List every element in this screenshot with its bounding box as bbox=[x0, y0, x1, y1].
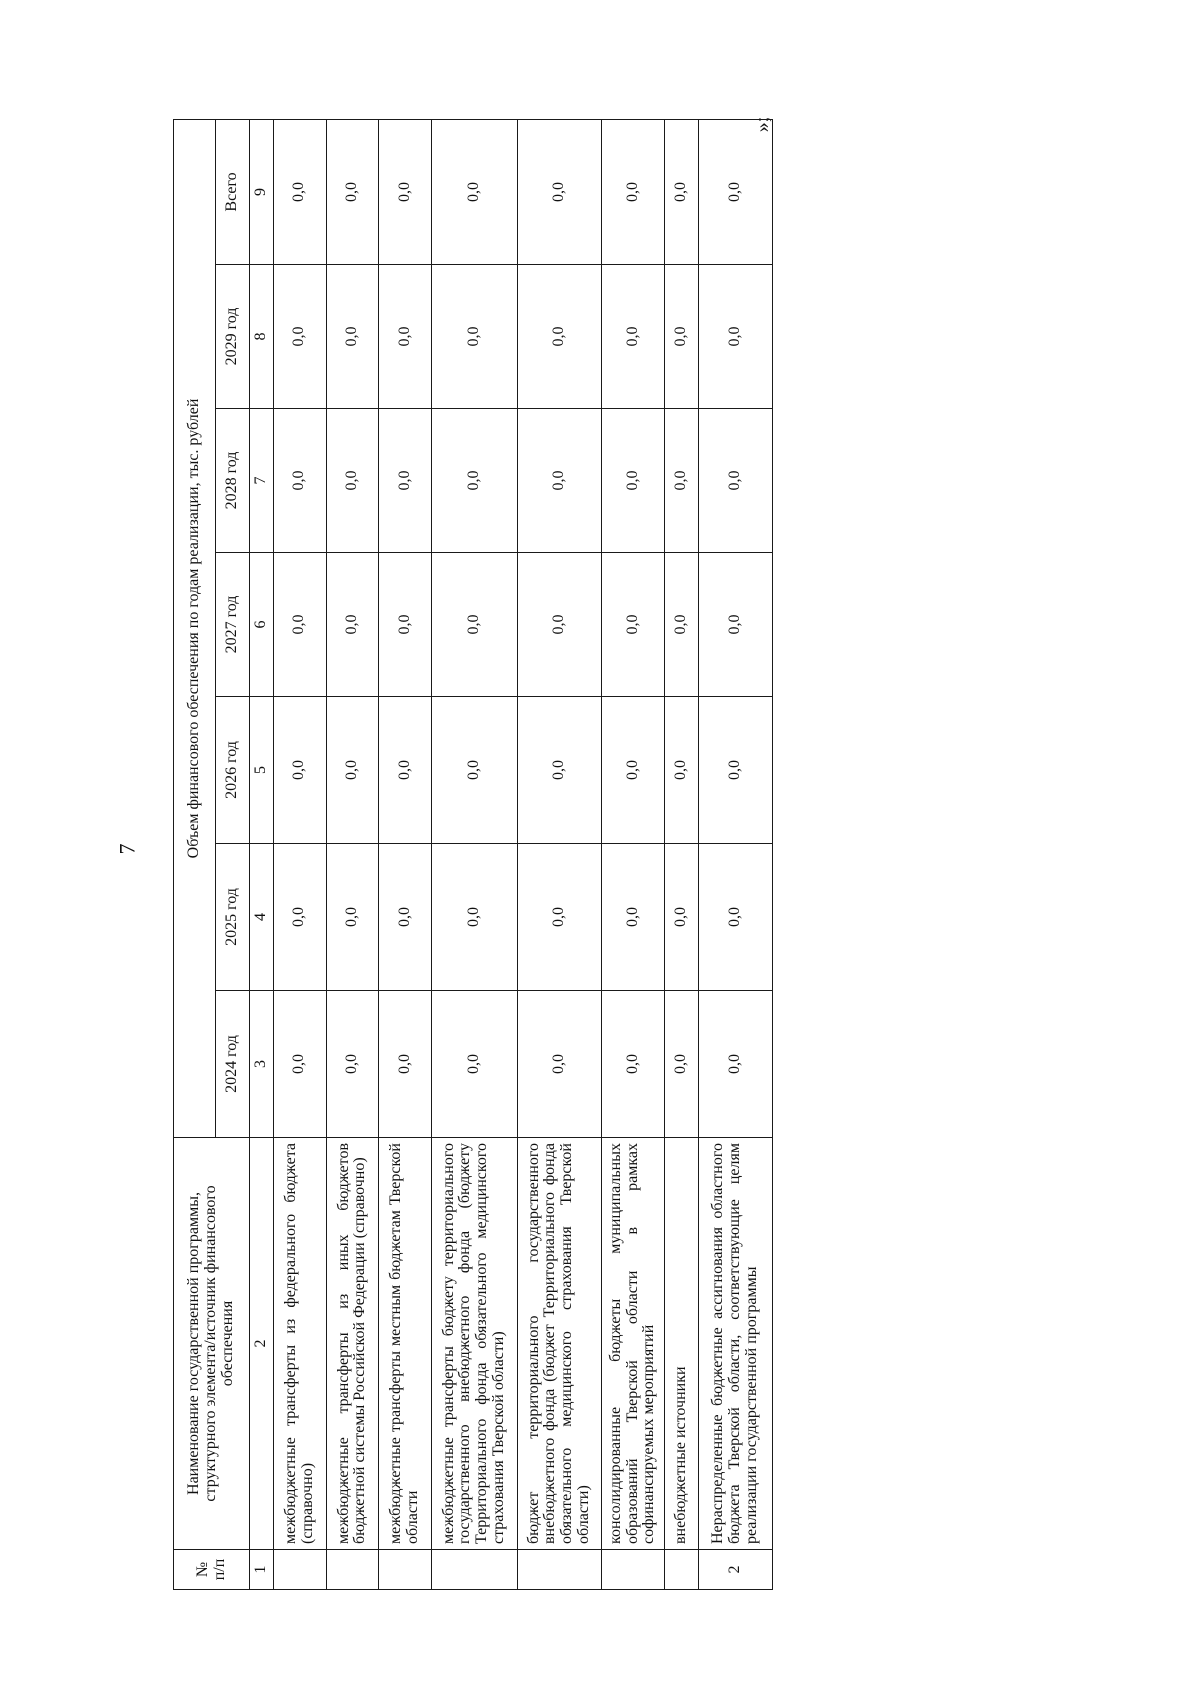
value-2026: 0,0 bbox=[517, 697, 601, 844]
row-source-name: межбюджетные трансферты бюджету территориального государственного внебюджетного фонда (бюджету Территориального фонда обязательного медицинского страхования Тверской области) bbox=[431, 1138, 517, 1550]
header-name-line2: структурного элемента/источник финансового обеспечения bbox=[202, 1185, 236, 1502]
header-year-2028: 2028 год bbox=[216, 409, 250, 553]
value-2028: 0,0 bbox=[431, 409, 517, 553]
value-2027: 0,0 bbox=[431, 553, 517, 697]
row-source-name: межбюджетные трансферты из федерального бюджета (справочно) bbox=[274, 1138, 327, 1550]
value-2027: 0,0 bbox=[698, 553, 772, 697]
value-total: 0,0 bbox=[698, 119, 772, 264]
value-2028: 0,0 bbox=[517, 409, 601, 553]
header-volume: Объем финансового обеспечения по годам реализации, тыс. рублей bbox=[174, 119, 216, 1137]
header-name-line1: Наименование государственной программы, bbox=[185, 1192, 203, 1495]
table-row bbox=[431, 119, 517, 1589]
header-year-2029: 2029 год bbox=[216, 265, 250, 409]
row-source-name: консолидированные бюджеты муниципальных образований Тверской области в рамках софинансируемых мероприятий bbox=[601, 1138, 665, 1550]
header-row-1 bbox=[174, 119, 216, 1589]
column-number: 4 bbox=[250, 844, 274, 991]
value-2025: 0,0 bbox=[326, 844, 379, 991]
page-number: 7 bbox=[114, 843, 140, 855]
header-year-2027: 2027 год bbox=[216, 553, 250, 697]
financing-table bbox=[173, 116, 774, 1590]
value-2024: 0,0 bbox=[431, 991, 517, 1138]
value-2025: 0,0 bbox=[698, 844, 772, 991]
table-row bbox=[665, 119, 698, 1589]
header-year-2026: 2026 год bbox=[216, 697, 250, 844]
value-2025: 0,0 bbox=[379, 844, 432, 991]
column-number: 2 bbox=[250, 1138, 274, 1550]
value-2027: 0,0 bbox=[665, 553, 698, 697]
value-2024: 0,0 bbox=[698, 991, 772, 1138]
value-2025: 0,0 bbox=[601, 844, 665, 991]
row-source-name: межбюджетные трансферты местным бюджетам Тверской области bbox=[379, 1138, 432, 1550]
column-number: 1 bbox=[250, 1550, 274, 1590]
value-2024: 0,0 bbox=[601, 991, 665, 1138]
column-number: 7 bbox=[250, 409, 274, 553]
value-2029: 0,0 bbox=[517, 265, 601, 409]
header-total: Всего bbox=[216, 119, 250, 264]
table-row bbox=[274, 119, 327, 1589]
value-2024: 0,0 bbox=[274, 991, 327, 1138]
value-2026: 0,0 bbox=[698, 697, 772, 844]
value-2027: 0,0 bbox=[517, 553, 601, 697]
row-no bbox=[517, 1550, 601, 1590]
value-2027: 0,0 bbox=[379, 553, 432, 697]
value-2025: 0,0 bbox=[517, 844, 601, 991]
table-row bbox=[326, 119, 379, 1589]
value-total: 0,0 bbox=[379, 119, 432, 264]
column-number-row bbox=[250, 119, 274, 1589]
value-2028: 0,0 bbox=[665, 409, 698, 553]
row-no bbox=[379, 1550, 432, 1590]
row-no bbox=[665, 1550, 698, 1590]
value-total: 0,0 bbox=[601, 119, 665, 264]
row-no: 2 bbox=[698, 1550, 772, 1590]
row-no bbox=[431, 1550, 517, 1590]
value-2025: 0,0 bbox=[431, 844, 517, 991]
value-2028: 0,0 bbox=[379, 409, 432, 553]
value-2029: 0,0 bbox=[326, 265, 379, 409]
value-2026: 0,0 bbox=[601, 697, 665, 844]
value-total: 0,0 bbox=[326, 119, 379, 264]
row-no bbox=[274, 1550, 327, 1590]
value-total: 0,0 bbox=[431, 119, 517, 264]
value-2026: 0,0 bbox=[326, 697, 379, 844]
row-source-name: межбюджетные трансферты из иных бюджетов бюджетной системы Российской Федерации (справочно) bbox=[326, 1138, 379, 1550]
value-2029: 0,0 bbox=[601, 265, 665, 409]
row-source-name: Нераспределенные бюджетные ассигнования областного бюджета Тверской области, соответствующие целям реализации государственной программы bbox=[698, 1138, 772, 1550]
value-2026: 0,0 bbox=[431, 697, 517, 844]
table-row bbox=[698, 119, 772, 1589]
value-2024: 0,0 bbox=[326, 991, 379, 1138]
value-2029: 0,0 bbox=[665, 265, 698, 409]
value-2028: 0,0 bbox=[326, 409, 379, 553]
value-2029: 0,0 bbox=[379, 265, 432, 409]
value-2026: 0,0 bbox=[274, 697, 327, 844]
header-year-2024: 2024 год bbox=[216, 991, 250, 1138]
value-2026: 0,0 bbox=[665, 697, 698, 844]
value-2028: 0,0 bbox=[601, 409, 665, 553]
value-2024: 0,0 bbox=[517, 991, 601, 1138]
column-number: 5 bbox=[250, 697, 274, 844]
table-body bbox=[274, 116, 774, 1589]
value-2027: 0,0 bbox=[326, 553, 379, 697]
value-2025: 0,0 bbox=[665, 844, 698, 991]
row-no bbox=[601, 1550, 665, 1590]
row-source-name: внебюджетные источники bbox=[665, 1138, 698, 1550]
row-no bbox=[326, 1550, 379, 1590]
value-2029: 0,0 bbox=[698, 265, 772, 409]
table-row bbox=[517, 119, 601, 1589]
column-number: 9 bbox=[250, 119, 274, 264]
value-2025: 0,0 bbox=[274, 844, 327, 991]
value-2024: 0,0 bbox=[665, 991, 698, 1138]
column-number: 3 bbox=[250, 991, 274, 1138]
column-number: 6 bbox=[250, 553, 274, 697]
value-2028: 0,0 bbox=[274, 409, 327, 553]
row-source-name: бюджет территориального государственного внебюджетного фонда (бюджет Территориального фонда обязательного медицинского страхования Тверской области) bbox=[517, 1138, 601, 1550]
header-year-2025: 2025 год bbox=[216, 844, 250, 991]
value-2024: 0,0 bbox=[379, 991, 432, 1138]
rotated-table-container bbox=[173, 120, 773, 1590]
table-row bbox=[601, 119, 665, 1589]
value-total: 0,0 bbox=[274, 119, 327, 264]
header-no: № п/п bbox=[174, 1550, 250, 1590]
value-2029: 0,0 bbox=[431, 265, 517, 409]
table-row bbox=[379, 119, 432, 1589]
value-2027: 0,0 bbox=[601, 553, 665, 697]
value-2026: 0,0 bbox=[379, 697, 432, 844]
value-2027: 0,0 bbox=[274, 553, 327, 697]
column-number: 8 bbox=[250, 265, 274, 409]
value-2029: 0,0 bbox=[274, 265, 327, 409]
closing-quote-mark: »; bbox=[751, 116, 774, 133]
header-name bbox=[174, 1138, 250, 1550]
value-total: 0,0 bbox=[665, 119, 698, 264]
value-total: 0,0 bbox=[517, 119, 601, 264]
value-2028: 0,0 bbox=[698, 409, 772, 553]
